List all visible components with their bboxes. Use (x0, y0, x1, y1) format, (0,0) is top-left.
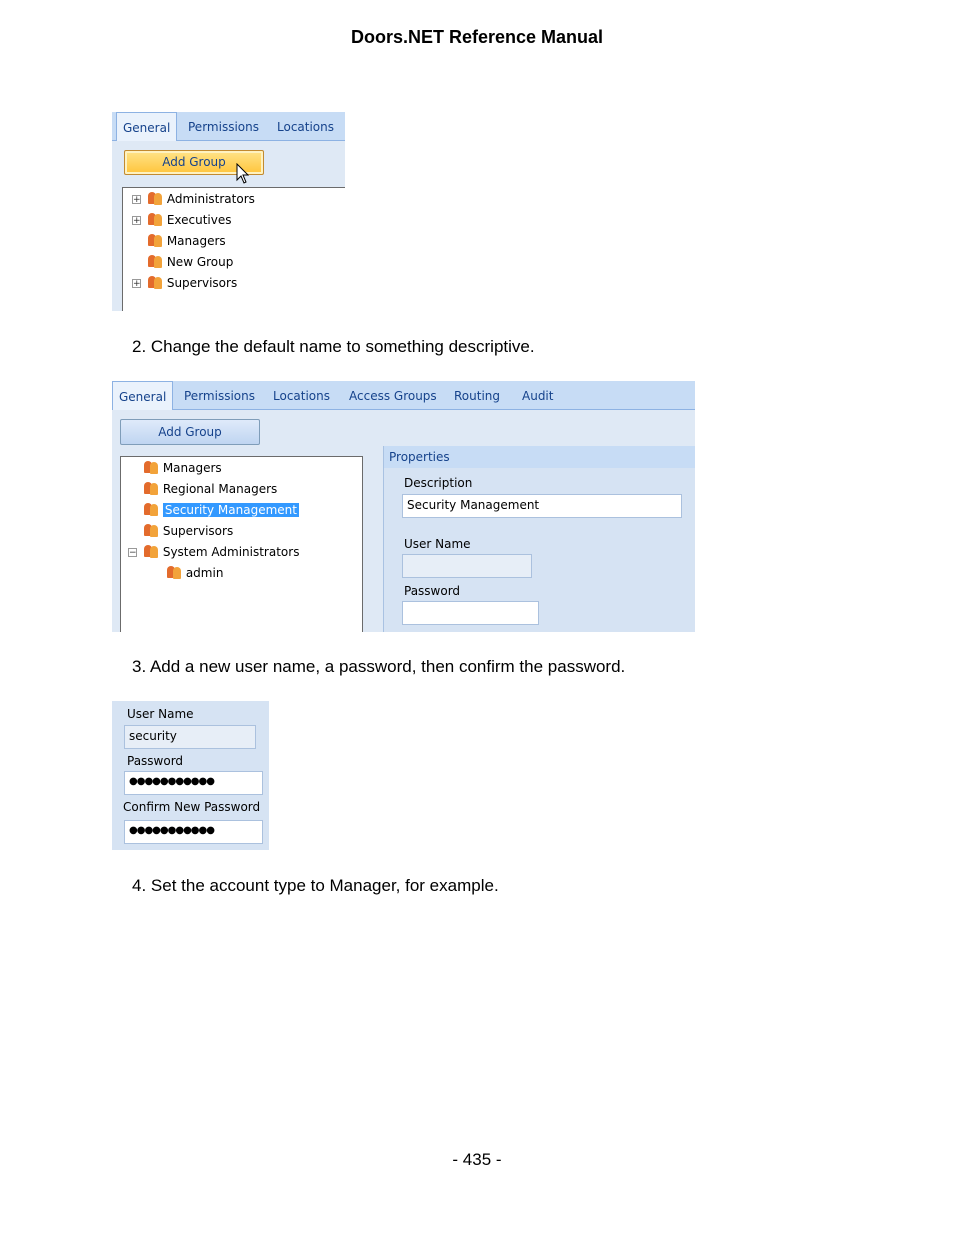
description-label: Description (404, 476, 473, 490)
add-group-button[interactable]: Add Group (124, 150, 264, 175)
tab-audit[interactable]: Audit (522, 389, 554, 403)
tree-item-managers[interactable]: Managers (143, 458, 222, 478)
expand-icon[interactable]: + (133, 216, 141, 226)
tab-access-groups[interactable]: Access Groups (349, 389, 437, 403)
group-icon (143, 544, 159, 558)
expand-icon[interactable]: + (133, 279, 141, 289)
step-2-text: 2. Change the default name to something descriptive. (132, 337, 535, 356)
tab-general[interactable]: General (112, 381, 173, 410)
screenshot-add-group (112, 112, 345, 311)
tree-item-executives[interactable]: Executives (147, 210, 232, 230)
add-group-button[interactable]: Add Group (120, 419, 260, 445)
group-icon (143, 502, 159, 516)
username-field[interactable]: security (124, 725, 256, 749)
group-icon (147, 191, 163, 205)
tab-permissions[interactable]: Permissions (184, 389, 255, 403)
username-label: User Name (127, 707, 194, 721)
tree-item-supervisors[interactable]: Supervisors (147, 273, 237, 293)
page-number: - 435 - (452, 1150, 502, 1169)
group-icon (147, 233, 163, 247)
tab-general[interactable]: General (116, 112, 177, 141)
step-4-text: 4. Set the account type to Manager, for example. (132, 876, 499, 895)
properties-panel (383, 446, 695, 632)
mouse-cursor-icon (236, 163, 250, 188)
screenshot-user-credentials (112, 701, 269, 850)
group-tree[interactable] (120, 456, 363, 632)
user-icon (166, 565, 182, 579)
group-icon (143, 460, 159, 474)
tab-routing[interactable]: Routing (454, 389, 501, 403)
confirm-password-field[interactable]: ●●●●●●●●●●● (124, 820, 263, 844)
step-3-text: 3. Add a new user name, a password, then confirm the password. (132, 657, 626, 676)
group-icon (147, 254, 163, 268)
properties-header: Properties (384, 446, 695, 468)
tree-item-system-administrators[interactable]: System Administrators (143, 542, 299, 562)
document-header: Doors.NET Reference Manual (350, 27, 604, 47)
tab-bar (112, 381, 695, 410)
username-field[interactable] (402, 554, 532, 578)
tree-item-security-management[interactable]: Security Management (143, 500, 299, 520)
tree-item-new-group[interactable]: New Group (147, 252, 233, 272)
group-tree[interactable] (122, 187, 345, 311)
tab-locations[interactable]: Locations (273, 389, 331, 403)
description-field[interactable]: Security Management (402, 494, 682, 518)
tree-item-admin[interactable]: admin (166, 563, 223, 583)
password-label: Password (127, 754, 184, 768)
group-icon (147, 212, 163, 226)
tree-item-administrators[interactable]: Administrators (147, 189, 255, 209)
group-icon (143, 481, 159, 495)
tree-item-regional-managers[interactable]: Regional Managers (143, 479, 277, 499)
group-icon (147, 275, 163, 289)
expand-icon[interactable]: + (133, 195, 141, 205)
tab-permissions[interactable]: Permissions (188, 120, 259, 134)
username-label: User Name (404, 537, 471, 551)
password-field[interactable]: ●●●●●●●●●●● (124, 771, 263, 795)
confirm-password-label: Confirm New Password (123, 800, 261, 814)
collapse-icon[interactable]: − (129, 548, 137, 558)
tree-item-supervisors[interactable]: Supervisors (143, 521, 233, 541)
tab-locations[interactable]: Locations (277, 120, 335, 134)
password-label: Password (404, 584, 461, 598)
tab-bar (112, 112, 345, 141)
password-field[interactable] (402, 601, 539, 625)
screenshot-properties (112, 381, 695, 632)
tree-item-managers[interactable]: Managers (147, 231, 226, 251)
group-icon (143, 523, 159, 537)
